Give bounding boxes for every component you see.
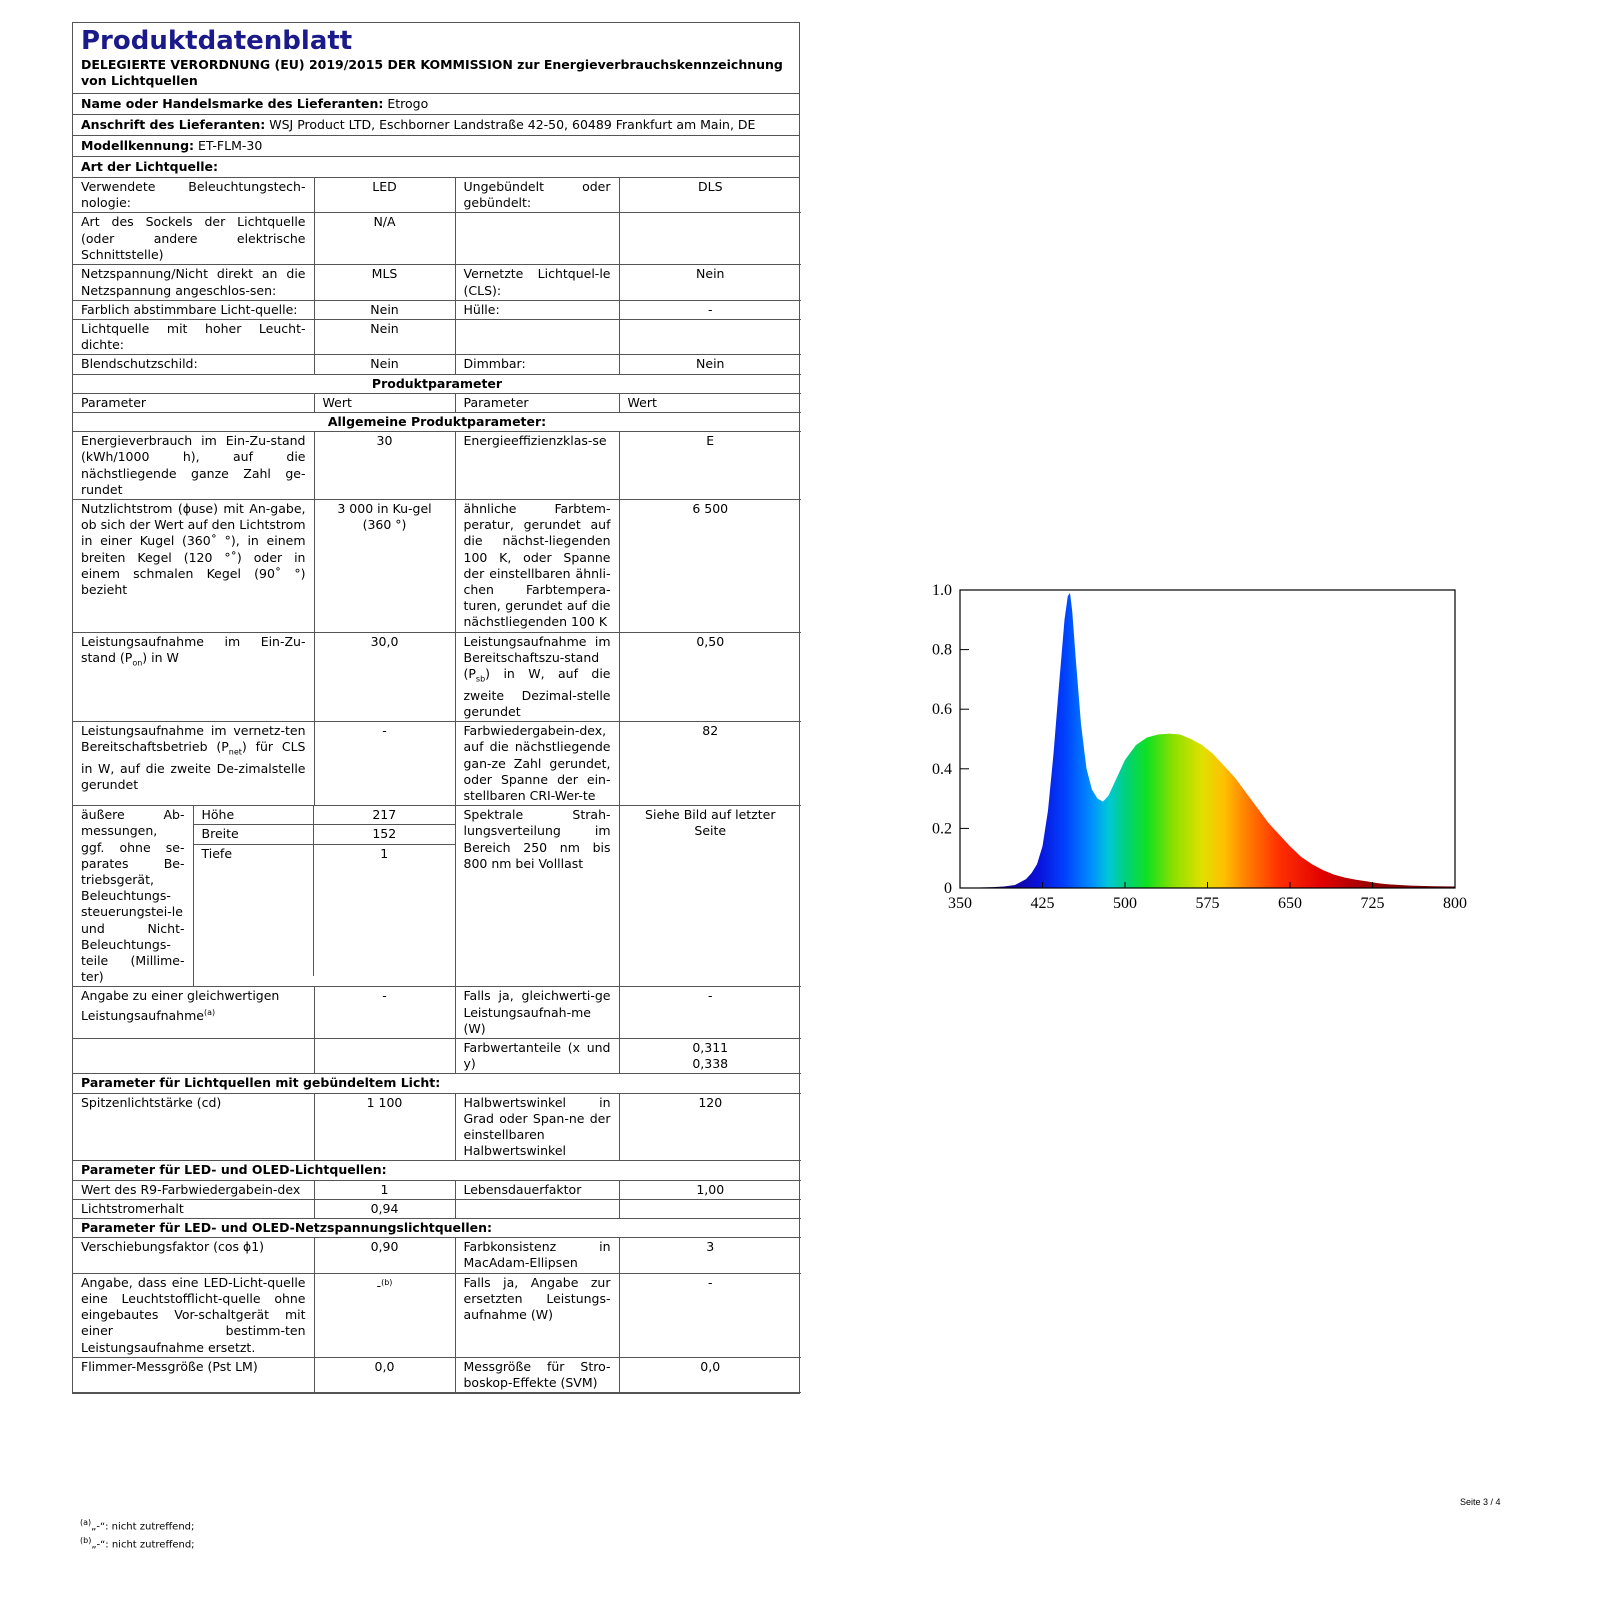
- param-value: Nein: [314, 355, 455, 374]
- empty-cell: [619, 1199, 801, 1218]
- table-row: [73, 806, 801, 987]
- dimensions-cell: [193, 806, 455, 987]
- y-tick-label: 0.8: [932, 641, 952, 659]
- param-label: Farblich abstimmbare Licht-quelle:: [73, 300, 314, 319]
- param-label: Netzspannung/Nicht direkt an die Netzspannung angeschlos-sen:: [73, 265, 314, 300]
- parameter-table: [73, 178, 801, 1393]
- x-tick-label: 800: [1443, 895, 1467, 912]
- label-subscript: net: [228, 747, 242, 757]
- param-label: Halbwertswinkel in Grad oder Span-ne der einstellbaren Halbwertswinkel: [455, 1093, 619, 1161]
- table-row: [73, 632, 801, 722]
- table-row: [73, 1180, 801, 1199]
- y-tick-label: 1.0: [932, 582, 952, 599]
- param-label: Lebensdauerfaktor: [455, 1180, 619, 1199]
- dimension-value: 1: [380, 845, 389, 861]
- param-label: Lichtstromerhalt: [73, 1199, 314, 1218]
- product-data-sheet: [72, 22, 800, 1394]
- footnote-text: „-“: nicht zutreffend;: [91, 1521, 195, 1533]
- param-label: Spektrale Strah-lungsverteilung im Bereich 250 nm bis 800 nm bei Volllast: [455, 806, 619, 987]
- section-heading: [73, 1161, 801, 1180]
- param-value: -: [376, 1277, 382, 1293]
- param-label: Art des Sockels der Lichtquelle (oder andere elektrische Schnittstelle): [73, 213, 314, 265]
- param-label: Vernetzte Lichtquel-le (CLS):: [455, 265, 619, 300]
- chromaticity-x: 0,311: [692, 1040, 729, 1056]
- label-part: ) in W: [142, 649, 179, 665]
- table-row: [73, 1238, 801, 1273]
- dimension-label: Höhe: [194, 806, 314, 825]
- param-value: 0,94: [314, 1199, 455, 1218]
- dimension-label: Tiefe: [194, 844, 314, 976]
- param-value: -: [619, 987, 801, 1039]
- column-header: Parameter: [73, 393, 314, 412]
- param-label: Ungebündelt oder gebündelt:: [455, 178, 619, 213]
- param-value: 30,0: [314, 632, 455, 722]
- empty-cell: [73, 1039, 314, 1074]
- y-tick-label: 0.6: [932, 701, 952, 719]
- networked-standby-label: [73, 722, 314, 806]
- footnote-mark: (a): [80, 1518, 92, 1527]
- table-row: [73, 432, 801, 500]
- dimensions-label: äußere Ab-messungen, ggf. ohne se-parates Be-triebsgerät, Beleuchtungs-steuerungstei-le und Nicht-Beleuchtungs-teile (Millime-ter): [73, 806, 193, 987]
- column-header: Parameter: [455, 393, 619, 412]
- table-row: [73, 1273, 801, 1357]
- param-value: [619, 213, 801, 265]
- dimension-value: 217: [314, 806, 455, 825]
- y-axis: [932, 582, 969, 897]
- column-header: Wert: [619, 393, 801, 412]
- table-row: [73, 300, 801, 319]
- param-value: 82: [619, 722, 801, 806]
- page-number: Seite 3 / 4: [1460, 1497, 1501, 1507]
- label-part: Leistungsaufnahme im Ein-Zu-stand (P: [81, 633, 306, 665]
- param-label: [455, 320, 619, 355]
- address-row: [73, 115, 799, 136]
- address-label: Anschrift des Lieferanten:: [81, 117, 266, 132]
- param-value: [619, 320, 801, 355]
- param-label: Flimmer-Messgröße (Pst LM): [73, 1357, 314, 1392]
- model-row: [73, 136, 799, 157]
- param-value: Nein: [314, 300, 455, 319]
- label-part: Leistungsaufnahme im vernetz-ten Bereitschaftsbetrieb (P: [81, 723, 306, 755]
- label-part: Angabe zu einer gleichwertigen Leistungsaufnahme: [81, 988, 280, 1023]
- x-tick-label: 725: [1360, 895, 1385, 912]
- param-label: Energieverbrauch im Ein-Zu-stand (kWh/1000 h), auf die nächstliegende ganze Zahl ge-rundet: [73, 432, 314, 500]
- label-subscript: sb: [475, 674, 486, 684]
- table-row: [73, 1357, 801, 1392]
- general-parameters-title: Allgemeine Produktparameter:: [73, 413, 801, 432]
- mains-title: Parameter für LED- und OLED-Netzspannungslichtquellen:: [73, 1219, 801, 1238]
- spectrum-plot: [890, 570, 1530, 930]
- x-tick-label: 350: [948, 895, 972, 912]
- x-tick-label: 500: [1113, 895, 1137, 912]
- param-label: Messgröße für Stro-boskop-Effekte (SVM): [455, 1357, 619, 1392]
- param-value: Nein: [619, 355, 801, 374]
- param-value: 30: [314, 432, 455, 500]
- table-row: [73, 355, 801, 374]
- dimension-row: [194, 844, 455, 976]
- param-label: Falls ja, Angabe zur ersetzten Leistungs-aufnahme (W): [455, 1273, 619, 1357]
- supplier-value: Etrogo: [387, 96, 429, 111]
- param-value: -: [619, 300, 801, 319]
- footnote-a: [80, 1517, 194, 1533]
- param-value: -: [619, 1273, 801, 1357]
- section-heading: [73, 413, 801, 432]
- param-label: Wert des R9-Farbwiedergabein-dex: [73, 1180, 314, 1199]
- param-value: 6 500: [619, 500, 801, 633]
- dimension-value: 152: [314, 825, 455, 844]
- param-label: Energieeffizienzklas-se: [455, 432, 619, 500]
- replacement-value: [314, 1273, 455, 1357]
- dimension-label: Breite: [194, 825, 314, 844]
- sheet-title: Produktdatenblatt: [81, 26, 353, 56]
- param-label: Lichtquelle mit hoher Leucht-dichte:: [73, 320, 314, 355]
- param-value: 1 100: [314, 1093, 455, 1161]
- param-value: Siehe Bild auf letzter Seite: [619, 806, 801, 987]
- param-value: 3: [619, 1238, 801, 1273]
- footnote-mark: (a): [203, 1007, 216, 1017]
- param-label: Nutzlichtstrom (ɸuse) mit An-gabe, ob sich der Wert auf den Lichtstrom in einer Kugel (360˚ °), in einem breiten Kegel (120 °˚) oder in einem schmalen Kegel (90˚ °) bezieht: [73, 500, 314, 633]
- empty-cell: [314, 1039, 455, 1074]
- table-row: [73, 722, 801, 806]
- directional-title: Parameter für Lichtquellen mit gebündeltem Licht:: [73, 1074, 801, 1093]
- light-source-type-heading: [73, 157, 799, 178]
- param-label: Spitzenlichtstärke (cd): [73, 1093, 314, 1161]
- table-row: [73, 320, 801, 355]
- table-row: [73, 987, 801, 1039]
- param-value: N/A: [314, 213, 455, 265]
- param-label: Verwendete Beleuchtungstech-nologie:: [73, 178, 314, 213]
- label-subscript: on: [132, 658, 143, 668]
- section-heading: [73, 374, 801, 393]
- param-value: E: [619, 432, 801, 500]
- footnote-text: „-“: nicht zutreffend;: [91, 1539, 195, 1551]
- spectral-distribution-chart: [890, 570, 1530, 930]
- table-row: [73, 265, 801, 300]
- param-label: Dimmbar:: [455, 355, 619, 374]
- param-value: 0,0: [314, 1357, 455, 1392]
- param-label: Falls ja, gleichwerti-ge Leistungsaufnah-me (W): [455, 987, 619, 1039]
- param-value: 0,0: [619, 1357, 801, 1392]
- y-tick-label: 0.2: [932, 820, 952, 838]
- section-heading: [73, 1219, 801, 1238]
- supplier-row: [73, 94, 799, 115]
- model-label: Modellkennung:: [81, 138, 195, 153]
- param-value: DLS: [619, 178, 801, 213]
- table-row: [73, 1199, 801, 1218]
- param-value: Nein: [619, 265, 801, 300]
- standby-power-label: [455, 632, 619, 722]
- x-tick-label: 650: [1278, 895, 1302, 912]
- led-title: Parameter für LED- und OLED-Lichtquellen:: [73, 1161, 801, 1180]
- param-label: Angabe, dass eine LED-Licht-quelle eine Leuchtstofflicht-quelle ohne eingebautes Vor-schaltgerät mit einer bestimm-ten Leistungsaufnahme ersetzt.: [73, 1273, 314, 1357]
- x-tick-label: 575: [1195, 895, 1220, 912]
- dimensions-table: [194, 806, 455, 976]
- table-row: [73, 213, 801, 265]
- column-header: Wert: [314, 393, 455, 412]
- param-label: Farbwiedergabein-dex, auf die nächstliegende gan-ze Zahl gerundet, oder Spanne der ein-stellbaren CRI-Wer-te: [455, 722, 619, 806]
- param-value: 1: [314, 1180, 455, 1199]
- section-heading: [73, 1074, 801, 1093]
- param-value: 1,00: [619, 1180, 801, 1199]
- param-value: 0,90: [314, 1238, 455, 1273]
- y-tick-label: 0: [944, 880, 952, 897]
- x-tick-label: 425: [1030, 895, 1055, 912]
- param-value: MLS: [314, 265, 455, 300]
- footnote-b: [80, 1535, 195, 1551]
- table-row: [73, 1039, 801, 1074]
- param-label: Hülle:: [455, 300, 619, 319]
- param-value: 120: [619, 1093, 801, 1161]
- param-label: Verschiebungsfaktor (cos ɸ1): [73, 1238, 314, 1273]
- chromaticity-values: [619, 1039, 801, 1074]
- param-value: 0,50: [619, 632, 801, 722]
- light-source-type-label: Art der Lichtquelle:: [81, 159, 219, 174]
- regulation-text: DELEGIERTE VERORDNUNG (EU) 2019/2015 DER KOMMISSION zur Energieverbrauchskennzeichnung von Lichtquellen: [73, 57, 799, 94]
- empty-cell: [455, 1199, 619, 1218]
- table-row: [73, 178, 801, 213]
- param-label: Blendschutzschild:: [73, 355, 314, 374]
- param-label: [455, 213, 619, 265]
- supplier-label: Name oder Handelsmarke des Lieferanten:: [81, 96, 384, 111]
- label-part: ) für CLS in W, auf die zweite De-zimalstelle gerundet: [81, 739, 306, 793]
- table-header-row: [73, 393, 801, 412]
- equivalent-power-label: [73, 987, 314, 1039]
- dimension-row: [194, 806, 455, 825]
- param-value: 3 000 in Ku-gel (360 °): [314, 500, 455, 633]
- dimension-row: [194, 825, 455, 844]
- param-value: Nein: [314, 320, 455, 355]
- label-part: Leistungsaufnahme im Bereitschaftszu-stand (P: [463, 633, 611, 682]
- param-label: Farbwertanteile (x und y): [455, 1039, 619, 1074]
- param-value: -: [314, 987, 455, 1039]
- on-mode-power-label: [73, 632, 314, 722]
- footnote-mark: (b): [80, 1536, 92, 1545]
- chromaticity-y: 0,338: [692, 1056, 729, 1072]
- y-tick-label: 0.4: [932, 760, 952, 778]
- model-value: ET-FLM-30: [198, 138, 263, 153]
- table-row: [73, 1093, 801, 1161]
- param-label: Farbkonsistenz in MacAdam-Ellipsen: [455, 1238, 619, 1273]
- label-part: ) in W, auf die zweite Dezimal-stelle gerundet: [463, 666, 611, 719]
- spectrum-area: [960, 590, 1455, 888]
- param-value: LED: [314, 178, 455, 213]
- address-value: WSJ Product LTD, Eschborner Landstraße 42-50, 60489 Frankfurt am Main, DE: [269, 117, 756, 132]
- footnote-mark: (b): [381, 1277, 393, 1287]
- param-label: ähnliche Farbtem-peratur, gerundet auf die nächst-liegenden 100 K, oder Spanne der einstellbaren ähnli-chen Farbtempera-turen, gerundet auf die nächstliegenden 100 K: [455, 500, 619, 633]
- table-row: [73, 500, 801, 633]
- param-value: -: [314, 722, 455, 806]
- product-parameters-title: Produktparameter: [73, 374, 801, 393]
